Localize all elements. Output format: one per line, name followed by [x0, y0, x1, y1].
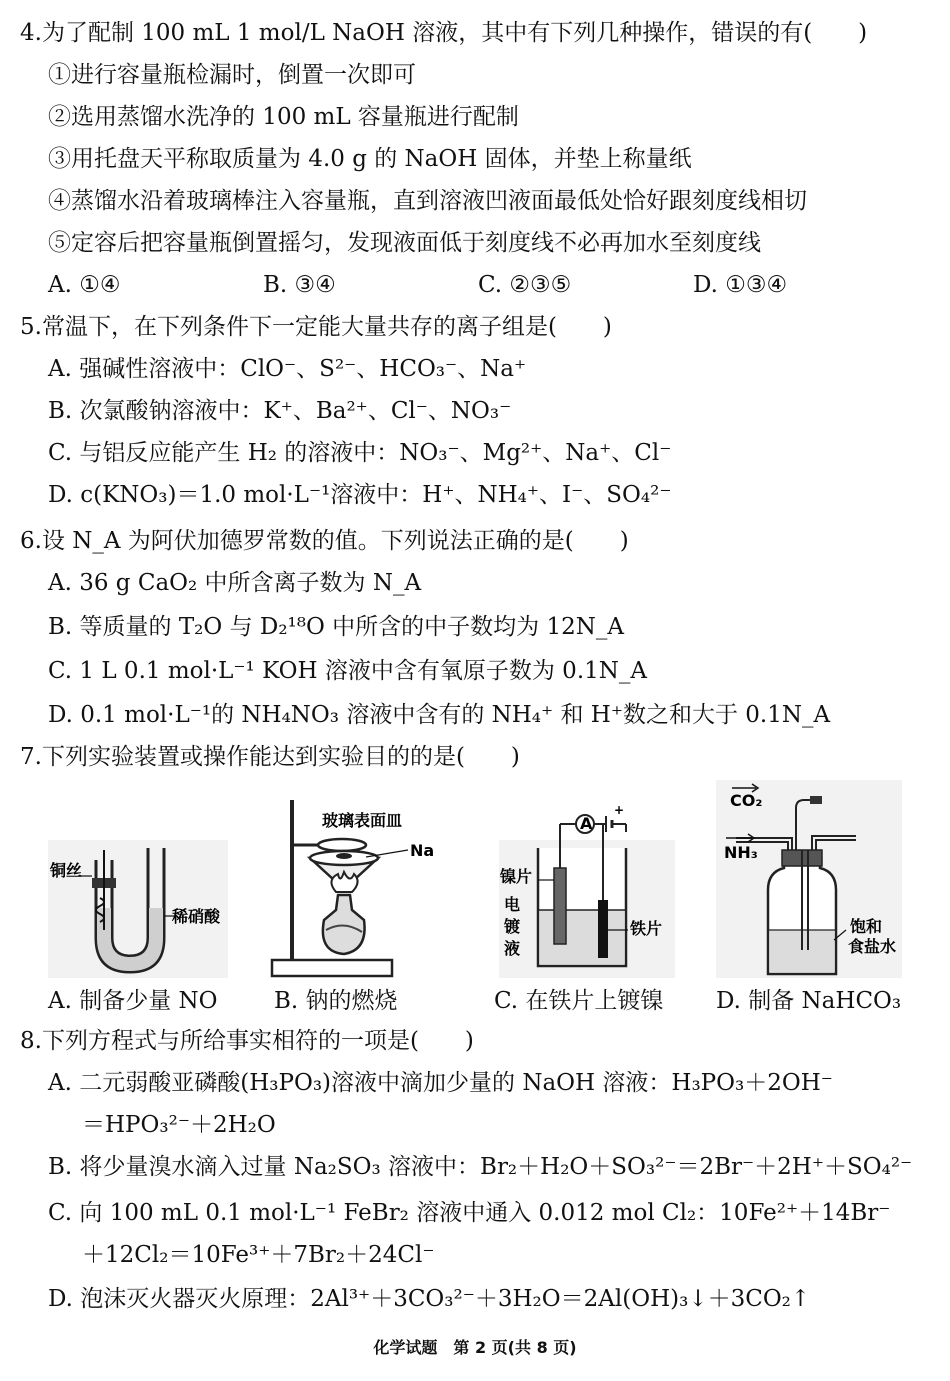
q8-option-c-cont: ＋12Cl₂＝10Fe³⁺＋7Br₂＋24Cl⁻	[82, 1242, 435, 1268]
q4-options	[48, 270, 908, 300]
q8-option-c[interactable]: C. 向 100 mL 0.1 mol·L⁻¹ FeBr₂ 溶液中通入 0.012 mol Cl₂：10Fe²⁺＋14Br⁻	[48, 1200, 891, 1226]
q7-option-d[interactable]: D. 制备 NaHCO₃	[716, 988, 902, 1014]
q4-option-b[interactable]: B. ③④	[263, 272, 336, 298]
q5-option-b[interactable]: B. 次氯酸钠溶液中：K⁺、Ba²⁺、Cl⁻、NO₃⁻	[48, 398, 512, 424]
label-watch-glass: 玻璃表面皿	[322, 811, 403, 830]
q5-stem: 5.常温下，在下列条件下一定能大量共存的离子组是( )	[20, 314, 612, 340]
label-plating-3: 液	[504, 939, 521, 958]
label-ammeter: A	[580, 814, 593, 833]
q7-figures	[48, 780, 908, 980]
q7-stem: 7.下列实验装置或操作能达到实验目的的是( )	[20, 744, 520, 770]
label-nickel-sheet: 镍片	[500, 867, 533, 886]
q6-stem: 6.设 N_A 为阿伏加德罗常数的值。下列说法正确的是( )	[20, 528, 629, 554]
label-iron-sheet: 铁片	[630, 919, 663, 938]
q5-option-a[interactable]: A. 强碱性溶液中：ClO⁻、S²⁻、HCO₃⁻、Na⁺	[48, 356, 527, 382]
label-plating-2: 镀	[504, 917, 521, 936]
q8-option-a[interactable]: A. 二元弱酸亚磷酸(H₃PO₃)溶液中滴加少量的 NaOH 溶液：H₃PO₃＋2OH⁻	[48, 1070, 833, 1096]
q6-option-c[interactable]: C. 1 L 0.1 mol·L⁻¹ KOH 溶液中含有氧原子数为 0.1N_A	[48, 658, 647, 684]
figure-d	[716, 780, 906, 980]
q4-item-3: ③用托盘天平称取质量为 4.0 g 的 NaOH 固体，并垫上称量纸	[48, 146, 692, 172]
q4-item-1: ①进行容量瓶检漏时，倒置一次即可	[48, 62, 416, 88]
q4-option-c[interactable]: C. ②③⑤	[478, 272, 572, 298]
label-brine: 食盐水	[848, 937, 897, 956]
q4-option-d[interactable]: D. ①③④	[693, 272, 788, 298]
q8-option-b[interactable]: B. 将少量溴水滴入过量 Na₂SO₃ 溶液中：Br₂＋H₂O＋SO₃²⁻＝2Br⁻＋2H⁺＋SO₄²⁻	[48, 1154, 913, 1180]
label-plating-1: 电	[504, 895, 521, 914]
q4-item-2: ②选用蒸馏水洗净的 100 mL 容量瓶进行配制	[48, 104, 519, 130]
q5-option-d[interactable]: D. c(KNO₃)＝1.0 mol·L⁻¹溶液中：H⁺、NH₄⁺、I⁻、SO₄²⁻	[48, 482, 672, 508]
label-nh3: NH₃	[724, 843, 758, 862]
q7-option-b[interactable]: B. 钠的燃烧	[274, 988, 398, 1014]
label-dilute-nitric-acid: 稀硝酸	[172, 907, 221, 926]
figure-a	[48, 780, 238, 980]
label-copper-wire: 铜丝	[50, 861, 83, 880]
q6-option-a[interactable]: A. 36 g CaO₂ 中所含离子数为 N_A	[48, 570, 422, 596]
figure-b	[266, 780, 441, 980]
label-co2: CO₂	[730, 791, 763, 810]
label-saturated: 饱和	[850, 917, 883, 936]
q4-item-4: ④蒸馏水沿着玻璃棒注入容量瓶，直到溶液凹液面最低处恰好跟刻度线相切	[48, 188, 807, 214]
q4-option-a[interactable]: A. ①④	[48, 272, 121, 298]
q4-stem: 4.为了配制 100 mL 1 mol/L NaOH 溶液，其中有下列几种操作，错误的有( )	[20, 20, 868, 46]
q6-option-b[interactable]: B. 等质量的 T₂O 与 D₂¹⁸O 中所含的中子数均为 12N_A	[48, 614, 624, 640]
q8-option-a-cont: ＝HPO₃²⁻＋2H₂O	[82, 1112, 276, 1138]
q8-option-d[interactable]: D. 泡沫灭火器灭火原理：2Al³⁺＋3CO₃²⁻＋3H₂O＝2Al(OH)₃↓＋3CO₂↑	[48, 1286, 811, 1312]
svg-text:+: +	[614, 803, 625, 817]
q6-option-d[interactable]: D. 0.1 mol·L⁻¹的 NH₄NO₃ 溶液中含有的 NH₄⁺ 和 H⁺数之和大于 0.1N_A	[48, 702, 831, 728]
q7-option-a[interactable]: A. 制备少量 NO	[48, 988, 218, 1014]
label-sodium: Na	[410, 841, 435, 860]
page-footer: 化学试题 第 2 页(共 8 页)	[373, 1338, 577, 1357]
q4-item-5: ⑤定容后把容量瓶倒置摇匀，发现液面低于刻度线不必再加水至刻度线	[48, 230, 761, 256]
q5-option-c[interactable]: C. 与铝反应能产生 H₂ 的溶液中：NO₃⁻、Mg²⁺、Na⁺、Cl⁻	[48, 440, 672, 466]
q8-stem: 8.下列方程式与所给事实相符的一项是( )	[20, 1028, 474, 1054]
figure-c	[496, 780, 681, 980]
q7-option-c[interactable]: C. 在铁片上镀镍	[494, 988, 664, 1014]
